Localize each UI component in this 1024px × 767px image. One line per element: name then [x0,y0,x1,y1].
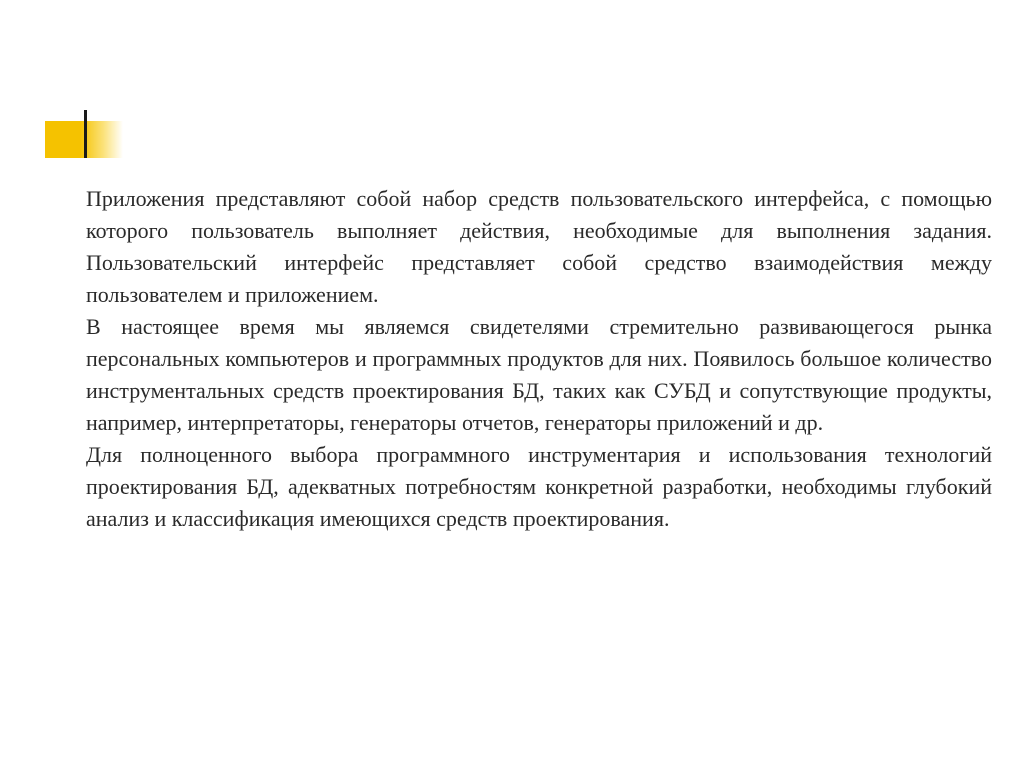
paragraph-3: Для полноценного выбора программного инструментария и использования технологий проектирования БД, адекватных потребностям конкретной разработки, необходимы глубокий анализ и классификация имеющихся средств проектирования. [86,442,992,531]
accent-vertical-line [84,110,87,158]
paragraph-1: Приложения представляют собой набор средств пользовательского интерфейса, с помощью которого пользователь выполняет действия, необходимые для выполнения задания. Пользовательский интерфейс представляет собой средство взаимодействия между пользователем и приложением. [86,186,992,307]
body-text [86,183,992,535]
paragraph-2: В настоящее время мы являемся свидетелями стремительно развивающегося рынка персональных компьютеров и программных продуктов для них. Появилось большое количество инструментальных средств проектирования БД, таких как СУБД и сопутствующие продукты, например, интерпретаторы, генераторы отчетов, генераторы приложений и др. [86,314,992,435]
